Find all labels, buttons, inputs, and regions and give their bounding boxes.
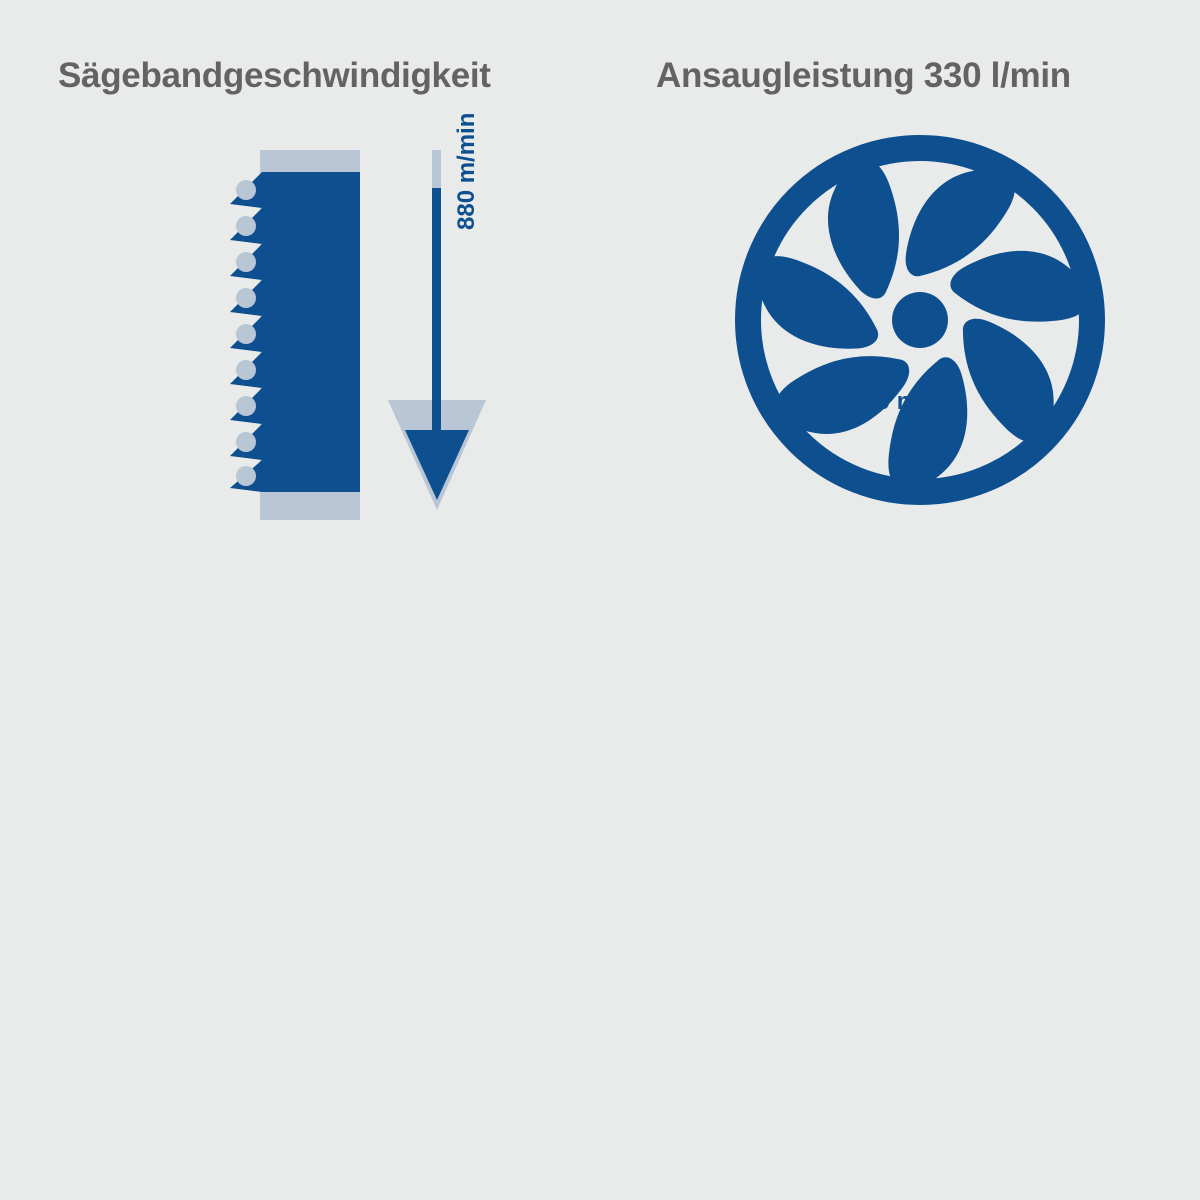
- panel-suction: [620, 0, 1200, 600]
- value-label-saw-speed: 880 m/min: [453, 112, 480, 230]
- panel-title-suction: Ansaugleistung 330 l/min: [656, 56, 1071, 95]
- fan-impeller-icon: [720, 120, 1120, 560]
- value-label-fan-diameter: 200 mm: [850, 388, 940, 415]
- panel-saw-speed: [0, 0, 620, 600]
- panel-title-saw-speed: Sägebandgeschwindigkeit: [58, 56, 491, 95]
- saw-band-with-down-arrow-icon: [200, 130, 600, 550]
